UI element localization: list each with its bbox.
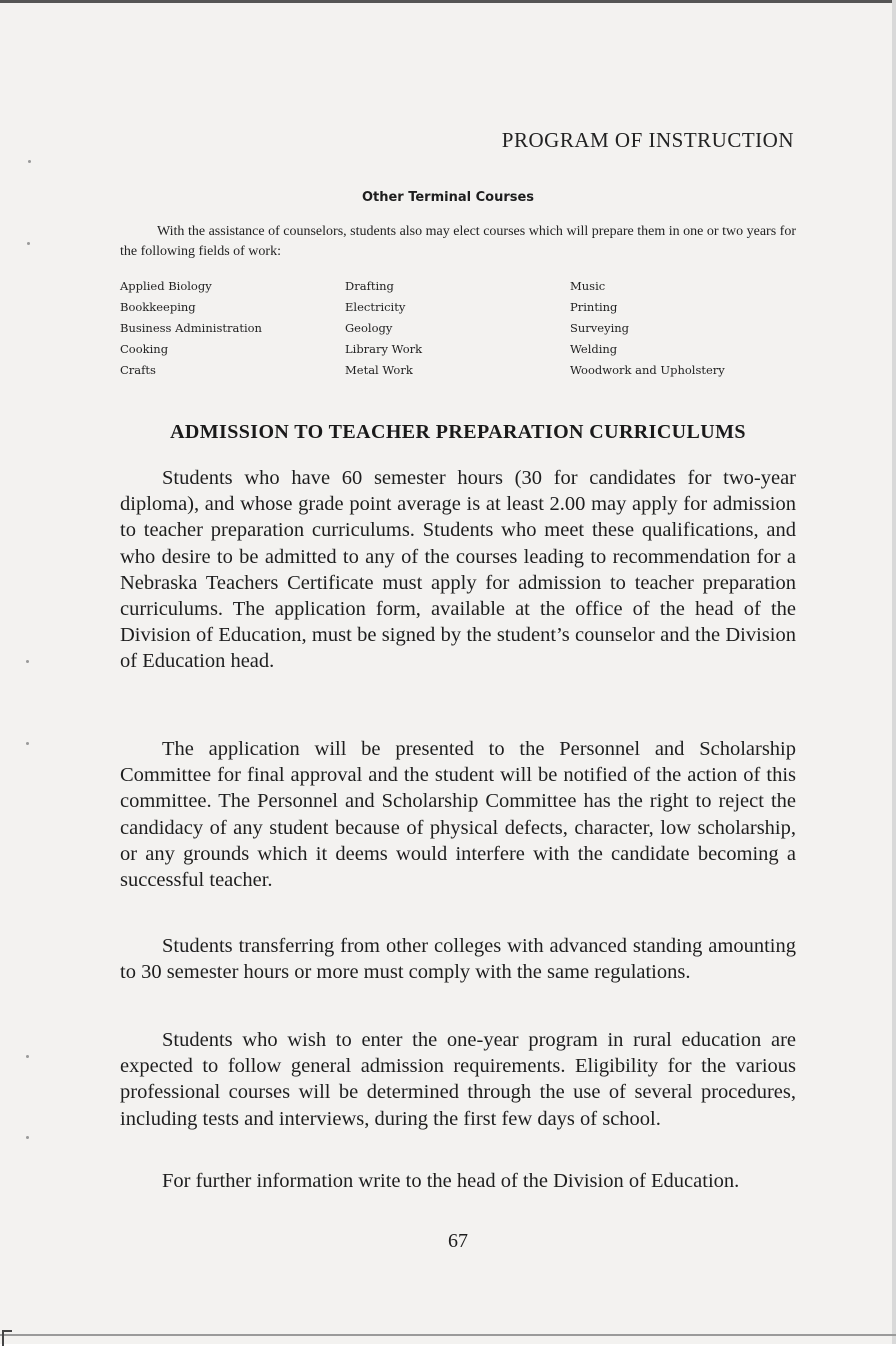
paragraph-text: Students transferring from other colleges with advanced standing amounting to 30 semester hours or more must comply with the same regulations.	[120, 935, 796, 984]
field-item: Library Work	[345, 342, 423, 356]
fields-column-2	[345, 276, 422, 381]
paragraph-text: For further information write to the head of the Division of Education.	[162, 1170, 740, 1192]
running-head: PROGRAM OF INSTRUCTION	[501, 128, 794, 152]
fields-column-3	[570, 276, 725, 381]
admission-paragraph-5	[120, 1168, 796, 1194]
field-item: Woodwork and Upholstery	[570, 363, 725, 377]
margin-speck	[28, 160, 31, 163]
field-item: Electricity	[345, 300, 406, 314]
field-item: Business Administration	[120, 321, 262, 335]
paragraph-text: The application will be presented to the Personnel and Scholarship Committee for final approval and the student will be notified of the action of this committee. The Personnel and Scholarship Committee has the right to reject the candidacy of any student because of physical defects, character, low scholarship, or any grounds which it deems would interfere with the candidate becoming a successful teacher.	[120, 738, 796, 892]
bottom-edge-rule	[0, 1334, 896, 1336]
paragraph-text: Students who wish to enter the one-year program in rural education are expected to follow general admission requirements. Eligibility for the various professional courses will be determined through the use of several procedures, including tests and interviews, during the first few days of school.	[120, 1029, 796, 1130]
admission-paragraph-1	[120, 465, 796, 675]
admission-paragraph-3	[120, 933, 796, 985]
admission-heading: ADMISSION TO TEACHER PREPARATION CURRICULUMS	[170, 421, 746, 443]
margin-speck	[26, 1136, 29, 1139]
field-item: Surveying	[570, 321, 630, 335]
field-item: Music	[570, 279, 606, 293]
admission-paragraph-2	[120, 736, 796, 893]
field-item: Drafting	[345, 279, 394, 293]
field-item: Printing	[570, 300, 618, 314]
margin-speck	[26, 742, 29, 745]
terminal-courses-heading: Other Terminal Courses	[361, 190, 535, 205]
margin-speck	[26, 660, 29, 663]
field-item: Crafts	[120, 363, 156, 377]
fields-column-1	[120, 276, 262, 381]
admission-paragraph-4	[120, 1027, 796, 1132]
margin-speck	[26, 1055, 29, 1058]
paragraph-text: Students who have 60 semester hours (30 for candidates for two-year diploma), and whose grade point average is at least 2.00 may apply for admission to teacher preparation curriculums. Students who meet these qualifications, and who desire to be admitted to any of the courses leading to recommendation for a Nebraska Teachers Certificate must apply for admission to teacher preparation curriculums. The application form, available at the office of the head of the Division of Education, must be signed by the student’s counselor and the Division of Education head.	[120, 467, 796, 673]
field-item: Geology	[345, 321, 393, 335]
field-item: Cooking	[120, 342, 169, 356]
field-item: Applied Biology	[120, 279, 212, 293]
margin-speck	[27, 242, 30, 245]
field-item: Metal Work	[345, 363, 413, 377]
top-edge-rule	[0, 0, 896, 3]
field-item: Bookkeeping	[120, 300, 196, 314]
field-item: Welding	[570, 342, 618, 356]
page-number: 67	[448, 1230, 468, 1252]
terminal-courses-intro: With the assistance of counselors, students also may elect courses which will prepare them in one or two years for the following fields of work:	[120, 224, 796, 259]
